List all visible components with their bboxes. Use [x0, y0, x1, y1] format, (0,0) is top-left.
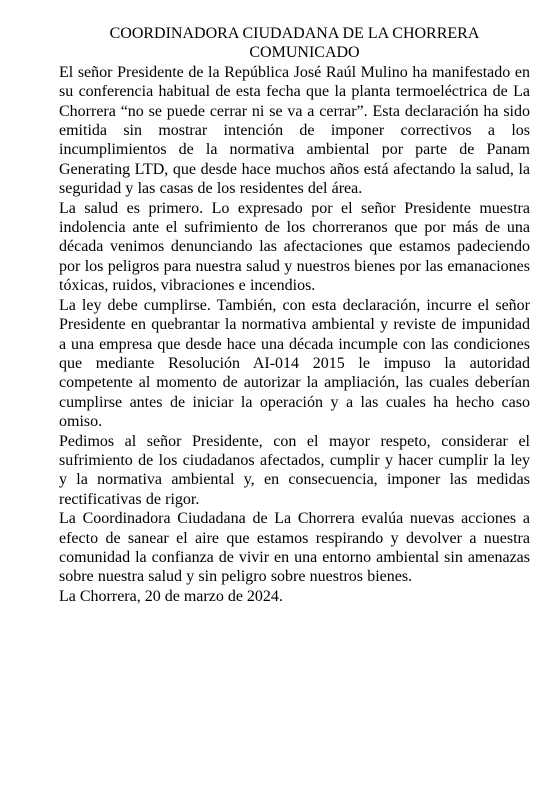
- paragraph-health: La salud es primero. Lo expresado por el señor Presidente muestra indolencia ante el sufrimiento de los chorreranos que por más de una década venimos denunciando las afectaciones que estamos padeciendo por los peligros para nuestra salud y nuestros bienes por las emanaciones tóxicas, ruidos, vibraciones e incendios.: [59, 199, 530, 295]
- paragraph-actions: La Coordinadora Ciudadana de La Chorrera evalúa nuevas acciones a efecto de sanear el aire que estamos respirando y devolver a nuestra comunidad la confianza de vivir en una entorno ambiental sin amenazas sobre nuestra salud y sin peligro sobre nuestros bienes.: [59, 510, 530, 586]
- closing-date-line: La Chorrera, 20 de marzo de 2024.: [59, 587, 283, 605]
- paragraph-intro: El señor Presidente de la República José Raúl Mulino ha manifestado en su conferencia habitual de esta fecha que la planta termoeléctrica de La Chorrera “no se puede cerrar ni se va a cerrar”. Esta declaración ha sido emitida sin mostrar intención de imponer correctivos a los incumplimientos de la normativa ambiental por parte de Panam Generating LTD, que desde hace muchos años está afectando la salud, la seguridad y las casas de los residentes del área.: [59, 63, 530, 198]
- document-subtitle: COMUNICADO: [249, 44, 360, 62]
- paragraph-law: La ley debe cumplirse. También, con esta declaración, incurre el señor Presidente en quebrantar la normativa ambiental y reviste de impunidad a una empresa que desde hace una década incumple con las condiciones que mediante Resolución AI-014 2015 le impuso la autoridad competente al momento de autorizar la ampliación, las cuales deberían cumplirse antes de iniciar la operación y a las cuales ha hecho caso omiso.: [59, 296, 530, 431]
- paragraph-request: Pedimos al señor Presidente, con el mayor respeto, considerar el sufrimiento de los ciudadanos afectados, cumplir y hacer cumplir la ley y la normativa ambiental y, en consecuencia, imponer las medidas rectificativas de rigor.: [59, 432, 530, 508]
- document-title: COORDINADORA CIUDADANA DE LA CHORRERA: [109, 25, 480, 42]
